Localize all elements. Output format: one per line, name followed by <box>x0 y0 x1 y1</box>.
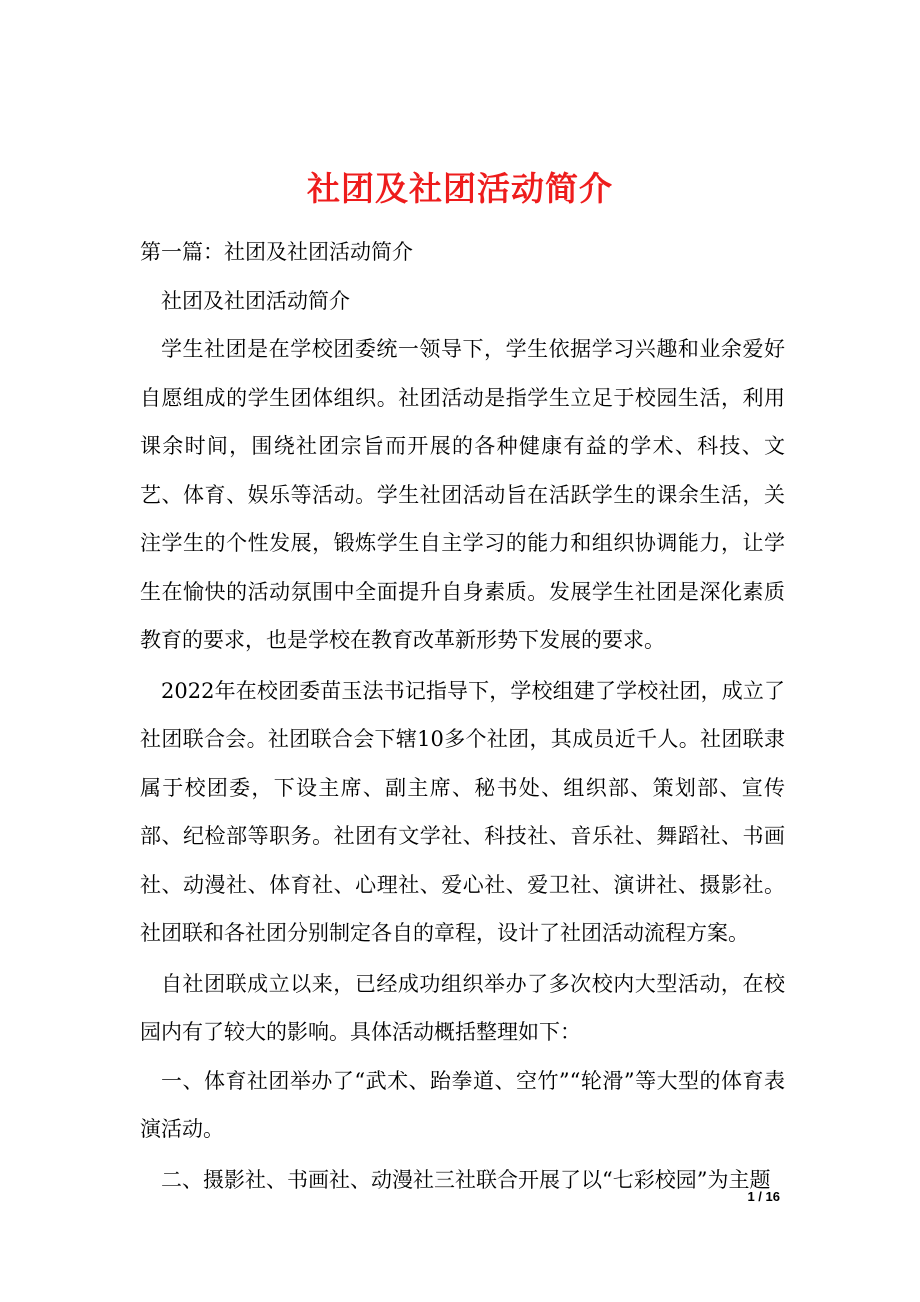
activity-item-2: 二、摄影社、书画社、动漫社三社联合开展了以“七彩校园”为主题 <box>161 1167 771 1192</box>
document-body <box>140 228 785 1204</box>
activity-item-1: 一、体育社团举办了“武术、跆拳道、空竹”“轮滑”等大型的体育表演活动。 <box>140 1068 785 1141</box>
document-title: 社团及社团活动简介 <box>307 169 613 209</box>
page-indicator: 1 / 16 <box>747 1189 780 1204</box>
subtitle-paragraph: 社团及社团活动简介 <box>161 288 350 313</box>
activities-paragraph: 自社团联成立以来，已经成功组织举办了多次校内大型活动，在校园内有了较大的影响。具体活动概括整理如下： <box>140 971 785 1044</box>
history-paragraph: 2022年在校团委苗玉法书记指导下，学校组建了学校社团，成立了社团联合会。社团联合会下辖10多个社团，其成员近千人。社团联隶属于校团委，下设主席、副主席、秘书处、组织部、策划部、宣传部、纪检部等职务。社团有文学社、科技社、音乐社、舞蹈社、书画社、动漫社、体育社、心理社、爱心社、爱卫社、演讲社、摄影社。社团联和各社团分别制定各自的章程，设计了社团活动流程方案。 <box>140 678 785 945</box>
intro-paragraph: 学生社团是在学校团委统一领导下，学生依据学习兴趣和业余爱好自愿组成的学生团体组织。社团活动是指学生立足于校园生活，利用课余时间，围绕社团宗旨而开展的各种健康有益的学术、科技、文艺、体育、娱乐等活动。学生社团活动旨在活跃学生的课余生活，关注学生的个性发展，锻炼学生自主学习的能力和组织协调能力，让学生在愉快的活动氛围中全面提升自身素质。发展学生社团是深化素质教育的要求，也是学校在教育改革新形势下发展的要求。 <box>140 337 785 652</box>
section-heading: 第一篇：社团及社团活动简介 <box>140 240 413 264</box>
